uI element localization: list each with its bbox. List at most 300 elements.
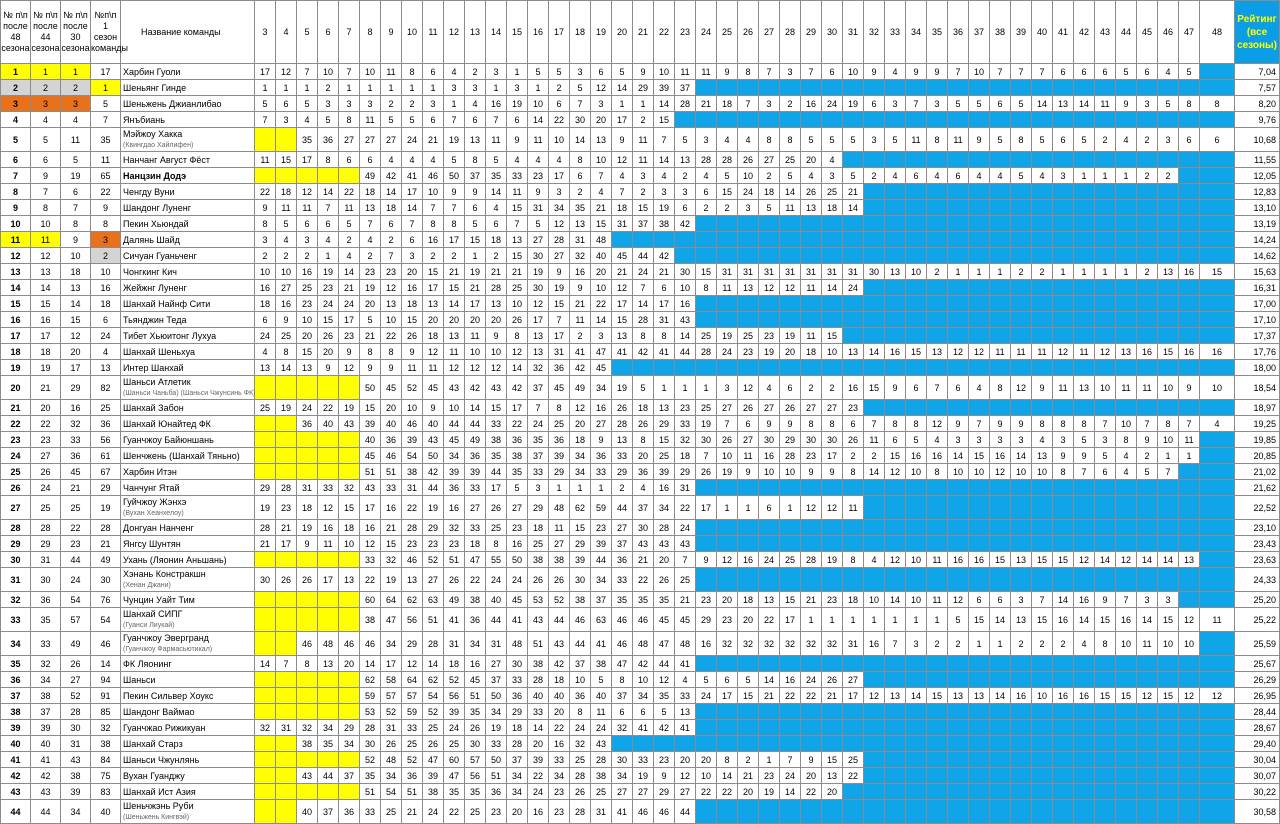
season-result <box>1011 752 1032 768</box>
season-result: 23 <box>717 608 738 632</box>
season-result: 5 <box>843 128 864 152</box>
table-row <box>1 608 1280 632</box>
season-result: 11 <box>1095 96 1116 112</box>
season-result: 41 <box>591 632 612 656</box>
season-result <box>1116 672 1137 688</box>
team-name <box>121 296 255 312</box>
season-result <box>339 704 360 720</box>
season-result: 26 <box>696 464 717 480</box>
rank-after-44: 43 <box>31 784 61 800</box>
season-result <box>1179 536 1200 552</box>
season-result: 15 <box>381 536 402 552</box>
season-result: 11 <box>780 200 801 216</box>
season-result: 4 <box>528 152 549 168</box>
season-result: 16 <box>1137 344 1158 360</box>
season-result: 18 <box>738 592 759 608</box>
season-result: 4 <box>885 168 906 184</box>
season-result: 2 <box>927 632 948 656</box>
season-result <box>1116 184 1137 200</box>
season-result <box>1053 736 1074 752</box>
season-result: 36 <box>339 800 360 824</box>
season-result: 13 <box>843 344 864 360</box>
season-result: 20 <box>654 552 675 568</box>
season-result: 40 <box>423 416 444 432</box>
season-result: 14 <box>780 184 801 200</box>
season-result <box>339 448 360 464</box>
season-result: 25 <box>507 280 528 296</box>
season-result: 1 <box>864 608 885 632</box>
season-result: 8 <box>633 432 654 448</box>
season-result: 25 <box>696 400 717 416</box>
season-result: 22 <box>633 568 654 592</box>
season-result: 13 <box>1116 344 1137 360</box>
rating-value: 13,10 <box>1235 200 1280 216</box>
season-result: 5 <box>822 128 843 152</box>
season-result <box>1032 752 1053 768</box>
table-row <box>1 152 1280 168</box>
season-result: 36 <box>465 448 486 464</box>
season-result <box>696 720 717 736</box>
season-result <box>822 232 843 248</box>
team-name-text: Сичуан Гуаньчeнг <box>123 250 197 261</box>
season-result <box>948 656 969 672</box>
season-result: 11 <box>948 128 969 152</box>
team-name-text: Ченгду Вуни <box>123 186 175 197</box>
season-result: 12 <box>885 552 906 568</box>
season-result <box>759 536 780 552</box>
header-season: 11 <box>423 1 444 64</box>
season-result <box>759 704 780 720</box>
season-result: 43 <box>549 632 570 656</box>
season-result: 4 <box>1116 128 1137 152</box>
season-result <box>318 168 339 184</box>
season-result: 3 <box>990 432 1011 448</box>
season-result: 32 <box>444 520 465 536</box>
season-result: 10 <box>465 344 486 360</box>
season-result: 29 <box>675 464 696 480</box>
season-result: 2 <box>1158 168 1179 184</box>
season-result: 15 <box>906 344 927 360</box>
season-result <box>1179 112 1200 128</box>
season-result: 43 <box>486 376 507 400</box>
season-result: 13 <box>654 400 675 416</box>
season-result <box>843 536 864 552</box>
season-result <box>906 328 927 344</box>
season-result <box>1179 480 1200 496</box>
season-result <box>990 768 1011 784</box>
season-result: 27 <box>591 416 612 432</box>
season-result <box>1158 232 1179 248</box>
season-result: 4 <box>864 552 885 568</box>
season-result <box>1116 496 1137 520</box>
season-result: 27 <box>528 232 549 248</box>
season-result: 16 <box>864 632 885 656</box>
season-result: 15 <box>1095 608 1116 632</box>
season-result: 14 <box>276 360 297 376</box>
season-result: 7 <box>990 64 1011 80</box>
rating-value: 30,04 <box>1235 752 1280 768</box>
season-result: 12 <box>612 152 633 168</box>
season-result <box>906 672 927 688</box>
season-result <box>1200 112 1235 128</box>
season-result: 52 <box>381 704 402 720</box>
season-result <box>1179 184 1200 200</box>
season-result <box>948 720 969 736</box>
season-result: 51 <box>360 784 381 800</box>
rank-after-44: 16 <box>31 312 61 328</box>
season-result: 1 <box>633 96 654 112</box>
season-result: 2 <box>318 80 339 96</box>
season-result: 8 <box>1074 416 1095 432</box>
season-result: 2 <box>1032 632 1053 656</box>
season-result: 16 <box>1074 688 1095 704</box>
rating-value: 7,57 <box>1235 80 1280 96</box>
rank-first-season: 75 <box>91 768 121 784</box>
season-result <box>1053 480 1074 496</box>
rank-first-season: 83 <box>91 784 121 800</box>
rank-after-48: 5 <box>1 128 31 152</box>
season-result <box>297 552 318 568</box>
rank-after-44: 20 <box>31 400 61 416</box>
season-result: 8 <box>402 64 423 80</box>
team-name-text: ФК Ляонинг <box>123 658 172 669</box>
season-result <box>969 672 990 688</box>
season-result: 23 <box>297 296 318 312</box>
season-result: 8 <box>381 344 402 360</box>
season-result: 1 <box>969 632 990 656</box>
season-result: 32 <box>570 736 591 752</box>
season-result: 7 <box>1137 416 1158 432</box>
season-result: 34 <box>381 632 402 656</box>
season-result: 33 <box>381 480 402 496</box>
season-result <box>1095 752 1116 768</box>
season-result <box>1158 480 1179 496</box>
season-result: 32 <box>801 632 822 656</box>
season-result: 31 <box>297 480 318 496</box>
rank-after-44: 9 <box>31 168 61 184</box>
season-result: 19 <box>297 520 318 536</box>
season-result: 33 <box>675 416 696 432</box>
season-result: 13 <box>381 296 402 312</box>
season-result <box>948 400 969 416</box>
season-result <box>948 536 969 552</box>
rank-first-season: 82 <box>91 376 121 400</box>
season-result <box>1011 152 1032 168</box>
season-result <box>1053 800 1074 824</box>
season-result: 28 <box>696 344 717 360</box>
season-result: 44 <box>675 800 696 824</box>
rank-after-48: 27 <box>1 496 31 520</box>
rating-value: 21,02 <box>1235 464 1280 480</box>
season-result: 12 <box>1095 344 1116 360</box>
season-result: 32 <box>780 632 801 656</box>
season-result <box>1095 328 1116 344</box>
season-result: 40 <box>549 688 570 704</box>
season-result: 7 <box>318 200 339 216</box>
rating-value: 24,33 <box>1235 568 1280 592</box>
rank-after-44: 1 <box>31 64 61 80</box>
season-result: 22 <box>696 784 717 800</box>
team-name <box>121 376 255 400</box>
season-result: 1 <box>360 80 381 96</box>
rank-after-30: 10 <box>61 248 91 264</box>
season-result: 3 <box>486 64 507 80</box>
season-result: 17 <box>465 296 486 312</box>
rank-after-44: 31 <box>31 552 61 568</box>
season-result <box>969 536 990 552</box>
season-result: 17 <box>444 232 465 248</box>
season-result: 9 <box>1011 416 1032 432</box>
season-result <box>1200 328 1235 344</box>
season-result: 11 <box>444 344 465 360</box>
season-result <box>318 448 339 464</box>
season-result: 11 <box>1074 344 1095 360</box>
season-result <box>255 128 276 152</box>
season-result <box>843 112 864 128</box>
season-result <box>927 736 948 752</box>
season-result: 43 <box>444 376 465 400</box>
season-result: 3 <box>1011 432 1032 448</box>
season-result: 29 <box>612 464 633 480</box>
season-result <box>822 536 843 552</box>
season-result <box>1032 80 1053 96</box>
season-result: 9 <box>1137 432 1158 448</box>
season-result: 6 <box>990 592 1011 608</box>
season-result <box>717 656 738 672</box>
season-result <box>1116 752 1137 768</box>
season-result: 19 <box>276 400 297 416</box>
season-result <box>801 232 822 248</box>
season-result: 24 <box>339 296 360 312</box>
season-result: 12 <box>1137 688 1158 704</box>
season-result: 43 <box>654 536 675 552</box>
season-result: 5 <box>633 376 654 400</box>
season-result: 10 <box>360 64 381 80</box>
rank-after-30: 25 <box>61 496 91 520</box>
season-result <box>864 800 885 824</box>
season-result <box>948 232 969 248</box>
season-result: 6 <box>1200 128 1235 152</box>
season-result: 29 <box>402 632 423 656</box>
season-result <box>1158 496 1179 520</box>
season-result: 5 <box>1074 128 1095 152</box>
season-result: 38 <box>402 464 423 480</box>
season-result: 19 <box>528 264 549 280</box>
header-season: 44 <box>1116 1 1137 64</box>
season-result: 1 <box>255 80 276 96</box>
season-result: 39 <box>444 464 465 480</box>
season-result: 37 <box>570 656 591 672</box>
season-result: 4 <box>339 248 360 264</box>
season-result <box>948 296 969 312</box>
rank-after-44: 39 <box>31 720 61 736</box>
season-result <box>318 752 339 768</box>
team-name <box>121 448 255 464</box>
season-result: 4 <box>591 184 612 200</box>
season-result <box>843 704 864 720</box>
season-result <box>1116 536 1137 552</box>
season-result: 37 <box>486 672 507 688</box>
season-result <box>297 376 318 400</box>
season-result <box>1137 736 1158 752</box>
season-result: 29 <box>507 704 528 720</box>
season-result <box>927 480 948 496</box>
season-result: 7 <box>591 168 612 184</box>
season-result: 16 <box>402 280 423 296</box>
season-result: 11 <box>486 128 507 152</box>
season-result: 26 <box>738 400 759 416</box>
season-result: 18 <box>297 496 318 520</box>
season-result: 8 <box>843 552 864 568</box>
season-result: 31 <box>549 344 570 360</box>
season-result: 35 <box>486 448 507 464</box>
season-result <box>969 280 990 296</box>
season-result <box>1011 360 1032 376</box>
season-result: 17 <box>780 608 801 632</box>
season-result <box>969 496 990 520</box>
season-result: 24 <box>696 688 717 704</box>
rank-after-44: 38 <box>31 688 61 704</box>
season-result: 4 <box>297 112 318 128</box>
table-row <box>1 400 1280 416</box>
header-season: 9 <box>381 1 402 64</box>
season-result: 20 <box>549 704 570 720</box>
team-name-text: Янъбиань <box>123 114 165 125</box>
season-result <box>843 152 864 168</box>
season-result <box>885 672 906 688</box>
season-result: 11 <box>1137 376 1158 400</box>
season-result: 11 <box>927 552 948 568</box>
season-result: 29 <box>633 80 654 96</box>
season-result <box>990 656 1011 672</box>
season-result: 13 <box>1179 552 1200 568</box>
season-result: 12 <box>297 184 318 200</box>
season-result: 13 <box>948 688 969 704</box>
season-result: 22 <box>465 568 486 592</box>
rank-first-season: 29 <box>91 480 121 496</box>
rank-after-30: 28 <box>61 704 91 720</box>
season-result: 56 <box>444 688 465 704</box>
season-result: 14 <box>318 184 339 200</box>
season-result <box>969 200 990 216</box>
season-result: 12 <box>528 296 549 312</box>
season-result: 19 <box>465 264 486 280</box>
season-result <box>1095 248 1116 264</box>
season-result <box>969 80 990 96</box>
season-result <box>822 736 843 752</box>
season-result: 11 <box>717 280 738 296</box>
season-result <box>1137 672 1158 688</box>
season-result <box>738 480 759 496</box>
season-result <box>1200 184 1235 200</box>
season-result <box>990 480 1011 496</box>
table-row <box>1 416 1280 432</box>
rating-value: 18,54 <box>1235 376 1280 400</box>
team-name <box>121 152 255 168</box>
season-result: 6 <box>549 96 570 112</box>
season-result: 44 <box>318 768 339 784</box>
season-result: 5 <box>1011 96 1032 112</box>
season-result: 13 <box>675 152 696 168</box>
season-result: 45 <box>381 376 402 400</box>
season-result: 9 <box>948 416 969 432</box>
rank-first-season: 40 <box>91 800 121 824</box>
season-result: 33 <box>528 704 549 720</box>
season-result <box>759 80 780 96</box>
rank-after-48: 2 <box>1 80 31 96</box>
header-season: 13 <box>465 1 486 64</box>
season-result: 10 <box>339 536 360 552</box>
season-result: 62 <box>360 672 381 688</box>
season-result: 7 <box>1179 416 1200 432</box>
season-result <box>885 296 906 312</box>
season-result: 34 <box>486 704 507 720</box>
season-result: 10 <box>1032 464 1053 480</box>
rank-after-30: 31 <box>61 736 91 752</box>
season-result: 15 <box>1032 608 1053 632</box>
season-result <box>276 800 297 824</box>
season-result: 4 <box>822 152 843 168</box>
season-result: 7 <box>612 184 633 200</box>
season-result: 16 <box>507 536 528 552</box>
season-result: 3 <box>591 96 612 112</box>
season-result <box>1032 480 1053 496</box>
season-result: 14 <box>864 464 885 480</box>
season-result: 30 <box>696 432 717 448</box>
season-result: 5 <box>255 96 276 112</box>
season-result: 4 <box>444 64 465 80</box>
season-result: 51 <box>465 688 486 704</box>
season-result <box>1137 80 1158 96</box>
team-name <box>121 328 255 344</box>
season-result <box>927 672 948 688</box>
season-result: 30 <box>633 520 654 536</box>
season-result: 22 <box>591 296 612 312</box>
season-result: 10 <box>1158 632 1179 656</box>
season-result: 6 <box>465 200 486 216</box>
season-result <box>276 464 297 480</box>
season-result: 44 <box>591 552 612 568</box>
season-result <box>843 568 864 592</box>
season-result <box>843 784 864 800</box>
season-result <box>1095 800 1116 824</box>
season-result: 33 <box>612 448 633 464</box>
season-result: 8 <box>1116 432 1137 448</box>
season-result: 14 <box>780 784 801 800</box>
season-result <box>633 232 654 248</box>
team-name <box>121 656 255 672</box>
season-result <box>990 704 1011 720</box>
season-result: 15 <box>1116 688 1137 704</box>
season-result: 9 <box>423 400 444 416</box>
season-result <box>822 312 843 328</box>
season-result <box>297 704 318 720</box>
season-result <box>339 784 360 800</box>
season-result: 4 <box>927 432 948 448</box>
season-result: 11 <box>696 64 717 80</box>
season-result: 26 <box>738 152 759 168</box>
season-result <box>1074 296 1095 312</box>
season-result <box>318 464 339 480</box>
rating-value: 30,58 <box>1235 800 1280 824</box>
season-result <box>1011 184 1032 200</box>
season-result <box>276 768 297 784</box>
season-result: 5 <box>948 608 969 632</box>
season-result: 1 <box>675 376 696 400</box>
season-result <box>1053 200 1074 216</box>
season-result <box>969 248 990 264</box>
season-result: 25 <box>780 152 801 168</box>
